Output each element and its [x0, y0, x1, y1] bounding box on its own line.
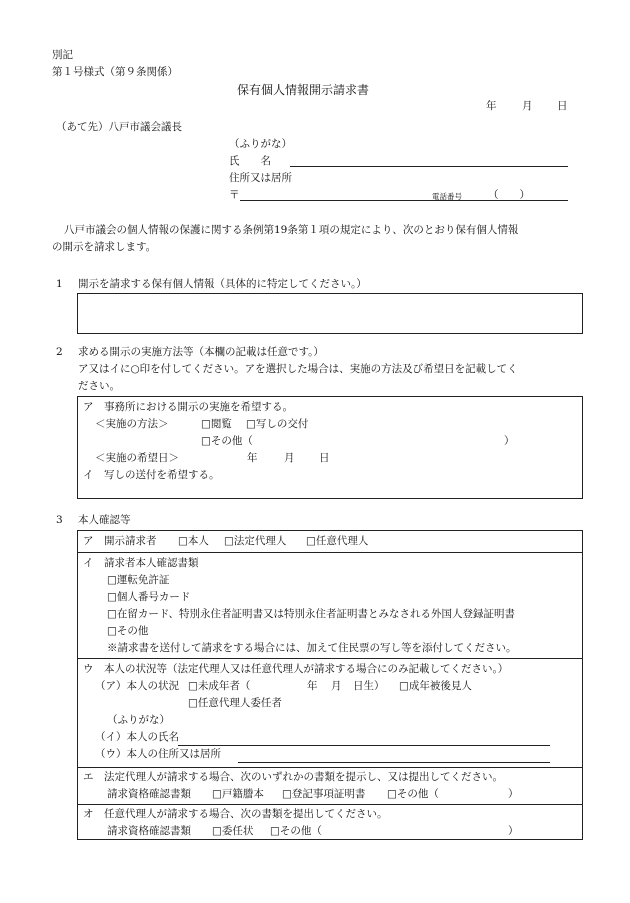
- requester-address-label: 住所又は居所: [229, 172, 292, 184]
- phone-label: 電話番号: [432, 192, 462, 201]
- form-number: 第１号様式（第９条関係）: [52, 66, 178, 78]
- id-documents-label: イ 請求者本人確認書類: [83, 557, 199, 569]
- principal-address-label: （ウ）本人の住所又は居所: [95, 748, 221, 760]
- section2-option-b[interactable]: イ 写しの送付を希望する。: [83, 469, 220, 481]
- legal-doc-other-close: ）: [508, 788, 519, 800]
- method-other-checkbox[interactable]: □その他（: [201, 435, 253, 447]
- legal-agent-docs-sub: 請求資格確認書類: [107, 788, 191, 800]
- minor-birth-month: 月: [331, 680, 342, 692]
- principal-name-field[interactable]: [178, 745, 550, 746]
- voluntary-doc-proxy[interactable]: □委任状: [212, 825, 254, 837]
- status-minor-checkbox[interactable]: □未成年者（: [188, 680, 251, 692]
- intro-line-2: の開示を請求します。: [52, 241, 157, 253]
- voluntary-agent-docs-label: オ 任意代理人が請求する場合、次の書類を提出してください。: [83, 808, 388, 820]
- minor-birth-day: 日生）: [353, 680, 385, 692]
- principal-status-sub: （ア）本人の状況: [95, 680, 179, 692]
- section2-note-1: ア又はイに○印を付してください。アを選択した場合は、実施の方法及び希望日を記載してく: [78, 363, 518, 375]
- section2-option-a[interactable]: ア 事務所における開示の実施を希望する。: [83, 401, 293, 413]
- hope-date-month: 月: [284, 452, 295, 464]
- divider: [77, 552, 583, 553]
- date-day-label: 日: [557, 100, 568, 112]
- requester-type-label: ア 開示請求者: [83, 535, 157, 547]
- appendix-label: 別記: [52, 49, 73, 61]
- divider: [77, 804, 583, 805]
- voluntary-agent-docs-sub: 請求資格確認書類: [107, 825, 191, 837]
- hope-date-day: 日: [319, 452, 330, 464]
- legal-agent-docs-label: エ 法定代理人が請求する場合、次のいずれかの書類を提示し、又は提出してください。: [83, 771, 503, 783]
- section1-input-box[interactable]: [77, 293, 583, 334]
- id-doc-license[interactable]: □運転免許証: [107, 574, 170, 586]
- requester-furigana-label: （ふりがな）: [229, 138, 292, 150]
- section1-number: 1: [56, 278, 63, 290]
- date-year-label: 年: [486, 100, 497, 112]
- voluntary-doc-other[interactable]: □その他（: [270, 825, 322, 837]
- intro-line-1: 八戸市議会の個人情報の保護に関する条例第19条第１項の規定により、次のとおり保有個人情報: [64, 224, 519, 236]
- legal-doc-koseki[interactable]: □戸籍謄本: [212, 788, 264, 800]
- principal-name-label: （イ）本人の氏名: [95, 731, 179, 743]
- divider: [77, 658, 583, 659]
- principal-furigana-label: （ふりがな）: [107, 714, 170, 726]
- method-other-close: ）: [504, 435, 515, 447]
- hope-date-label: ＜実施の希望日＞: [95, 452, 179, 464]
- id-doc-residence-card[interactable]: □在留カード、特別永住者証明書又は特別永住者証明書とみなされる外国人登録証明書: [107, 608, 515, 620]
- principal-status-label: ウ 本人の状況等（法定代理人又は任意代理人が請求する場合にのみ記載してください。）: [83, 663, 509, 675]
- minor-birth-year: 年: [307, 680, 318, 692]
- method-label: ＜実施の方法＞: [95, 418, 169, 430]
- id-doc-note: ※請求書を送付して請求をする場合には、加えて住民票の写し等を添付してください。: [107, 642, 517, 654]
- method-view-checkbox[interactable]: □閲覧: [201, 418, 232, 430]
- date-month-label: 月: [522, 100, 533, 112]
- section3-label: 本人確認等: [78, 514, 131, 526]
- hope-date-year: 年: [247, 452, 258, 464]
- requester-type-legal[interactable]: □法定代理人: [224, 535, 287, 547]
- voluntary-doc-other-close: ）: [508, 825, 519, 837]
- status-principal-checkbox[interactable]: □任意代理人委任者: [188, 697, 282, 709]
- requester-name-field[interactable]: [290, 166, 568, 167]
- postal-mark: 〒: [229, 189, 240, 201]
- method-copy-checkbox[interactable]: □写しの交付: [246, 418, 309, 430]
- legal-doc-other[interactable]: □その他（: [387, 788, 439, 800]
- principal-address-field[interactable]: [238, 762, 550, 763]
- requester-name-label: 氏 名: [229, 155, 271, 167]
- divider: [77, 767, 583, 768]
- section2-label: 求める開示の実施方法等（本欄の記載は任意です。）: [78, 346, 324, 358]
- id-doc-other[interactable]: □その他: [107, 625, 149, 637]
- section1-label: 開示を請求する保有個人情報（具体的に特定してください。）: [78, 278, 367, 290]
- section2-note-2: ださい。: [78, 380, 120, 392]
- section3-number: 3: [56, 514, 63, 526]
- requester-type-self[interactable]: □本人: [178, 535, 209, 547]
- page-title: 保有個人情報開示請求書: [237, 83, 370, 97]
- section2-number: 2: [56, 346, 63, 358]
- status-ward-checkbox[interactable]: □成年被後見人: [399, 680, 472, 692]
- legal-doc-registry[interactable]: □登記事項証明書: [282, 788, 366, 800]
- requester-type-voluntary[interactable]: □任意代理人: [306, 535, 369, 547]
- id-doc-mynumber[interactable]: □個人番号カード: [107, 591, 191, 603]
- phone-parens: （ ）: [488, 189, 530, 201]
- addressee: （あて先）八戸市議会議長: [56, 121, 182, 133]
